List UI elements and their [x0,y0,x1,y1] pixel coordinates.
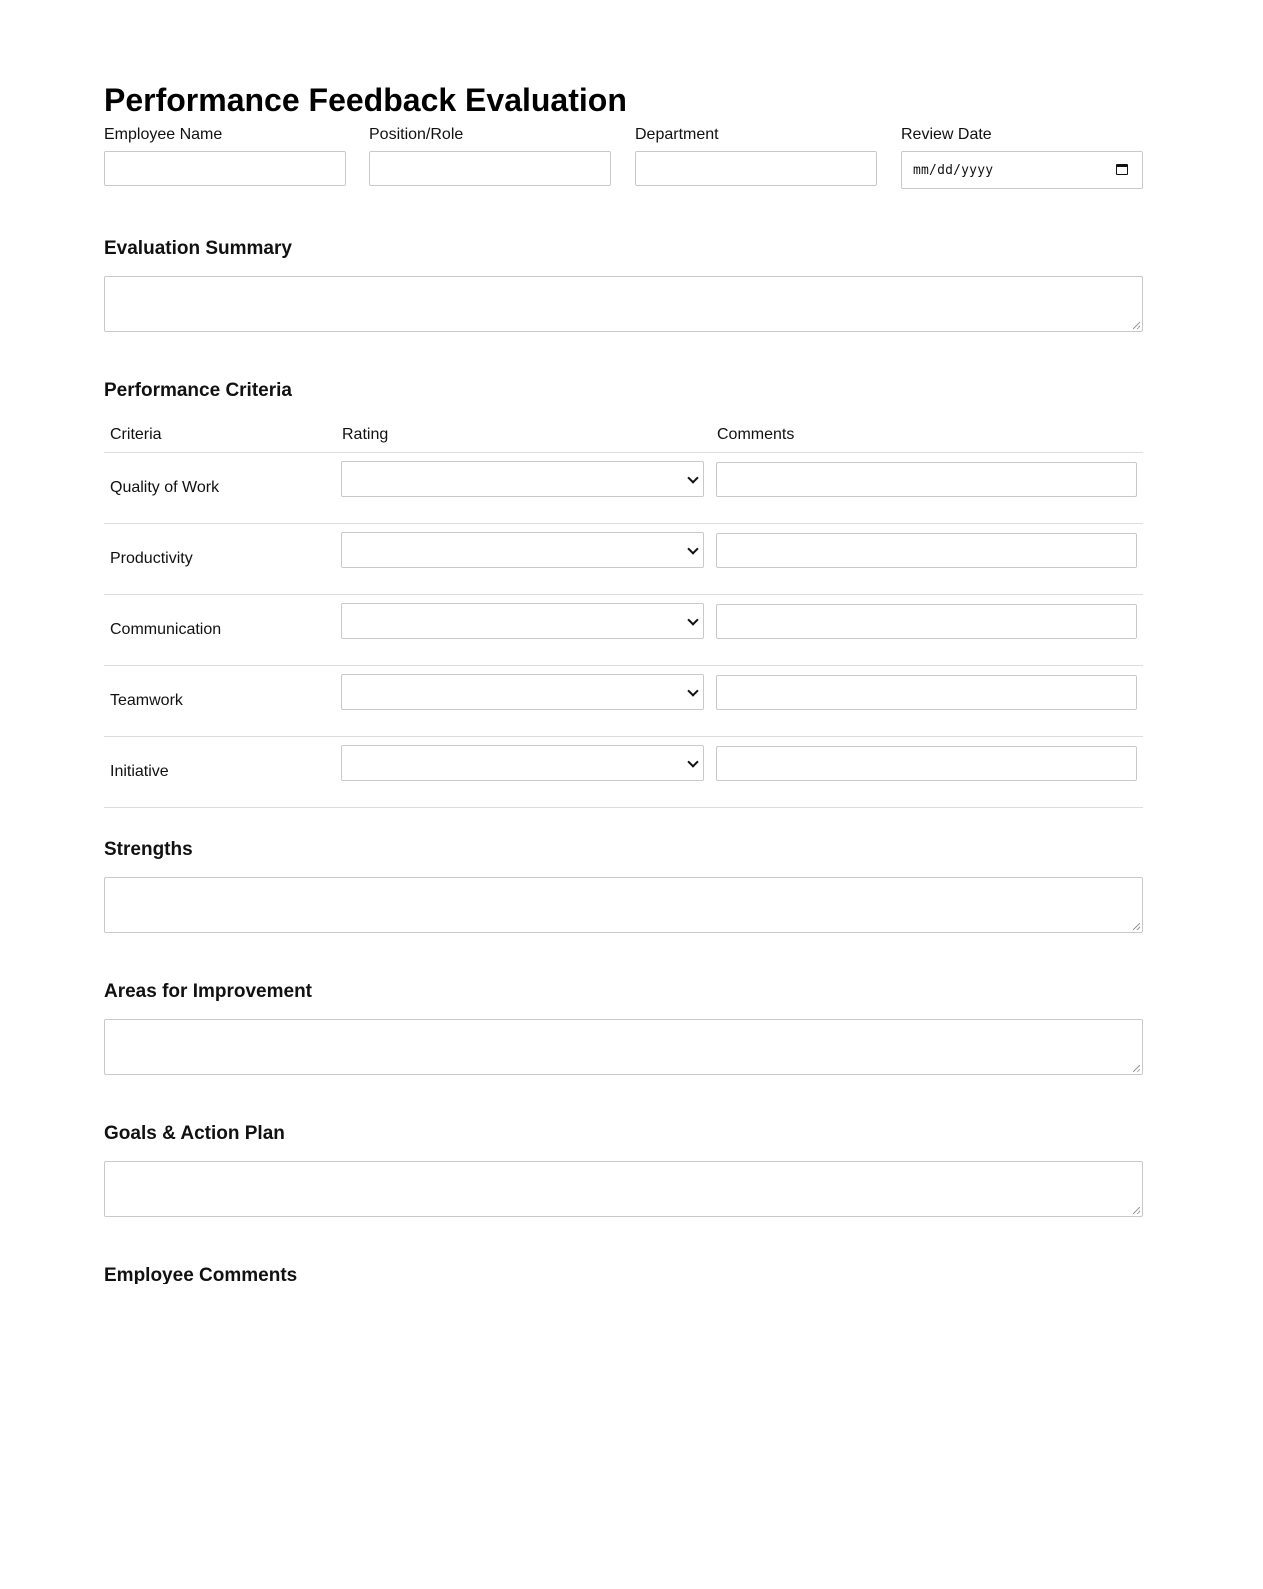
criteria-label: Initiative [110,763,169,780]
chevron-down-icon [687,614,698,625]
review-date-label: Review Date [901,126,992,143]
rating-select[interactable] [341,674,704,710]
column-header-comments: Comments [717,426,795,443]
page-title: Performance Feedback Evaluation [104,82,627,118]
position-role-field [369,125,611,145]
department-field [635,125,877,145]
rating-select[interactable] [341,745,704,781]
chevron-down-icon [687,472,698,483]
resize-handle-icon[interactable] [1133,923,1140,930]
criteria-label: Quality of Work [110,479,220,496]
table-row [104,737,1143,808]
chevron-down-icon [687,685,698,696]
calendar-icon[interactable] [1116,164,1128,175]
employee-name-input[interactable] [104,151,346,186]
comments-input[interactable] [716,533,1137,568]
column-header-rating: Rating [342,426,389,443]
employee-name-field [104,125,346,145]
resize-handle-icon[interactable] [1133,1065,1140,1072]
table-row [104,524,1143,595]
review-date-field [901,125,1143,178]
comments-input[interactable] [716,462,1137,497]
goals-action-plan-title: Goals & Action Plan [104,1123,285,1144]
table-row [104,453,1143,524]
position-role-label: Position/Role [369,126,464,143]
criteria-label: Productivity [110,550,193,567]
evaluation-summary-textarea[interactable] [104,276,1143,332]
chevron-down-icon [687,756,698,767]
review-date-placeholder: mm/dd/yyyy [913,162,994,178]
rating-select[interactable] [341,461,704,497]
comments-input[interactable] [716,675,1137,710]
employee-comments-clip [104,1264,504,1284]
position-role-input[interactable] [369,151,611,186]
criteria-label: Communication [110,621,222,638]
rating-select[interactable] [341,532,704,568]
employee-name-label: Employee Name [104,126,223,143]
areas-for-improvement-textarea[interactable] [104,1019,1143,1075]
strengths-textarea[interactable] [104,877,1143,933]
table-row [104,666,1143,737]
comments-input[interactable] [716,746,1137,781]
employee-comments-title: Employee Comments [104,1265,298,1284]
review-date-input[interactable] [901,151,1143,189]
evaluation-summary-title: Evaluation Summary [104,238,292,259]
strengths-title: Strengths [104,839,193,860]
department-input[interactable] [635,151,877,186]
resize-handle-icon[interactable] [1133,1207,1140,1214]
table-divider [104,807,1143,808]
performance-criteria-title: Performance Criteria [104,380,292,401]
rating-select[interactable] [341,603,704,639]
areas-for-improvement-title: Areas for Improvement [104,981,313,1002]
goals-action-plan-textarea[interactable] [104,1161,1143,1217]
column-header-criteria: Criteria [110,426,162,443]
chevron-down-icon [687,543,698,554]
department-label: Department [635,126,719,143]
table-row [104,595,1143,666]
comments-input[interactable] [716,604,1137,639]
resize-handle-icon[interactable] [1133,322,1140,329]
criteria-label: Teamwork [110,692,183,709]
